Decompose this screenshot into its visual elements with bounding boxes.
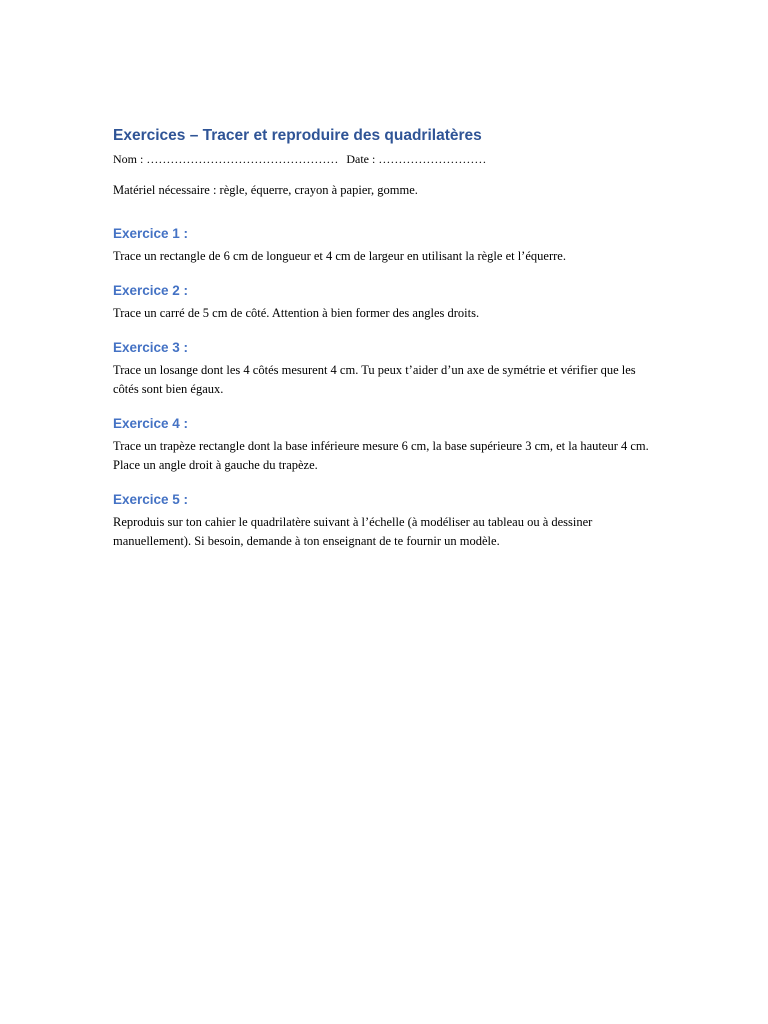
document-page	[113, 125, 658, 551]
materials-line: Matériel nécessaire : règle, équerre, crayon à papier, gomme.	[113, 183, 418, 197]
exercise-1	[113, 225, 658, 266]
exercise-3	[113, 339, 658, 399]
exercise-instructions: Reproduis sur ton cahier le quadrilatère suivant à l’échelle (à modéliser au tableau ou à dessiner manuellement). Si besoin, demande à ton enseignant de te fournir un modèle.	[113, 515, 593, 548]
date-field: Date : ………………………	[346, 152, 487, 166]
exercise-2	[113, 282, 658, 323]
exercise-heading: Exercice 2 :	[113, 283, 189, 298]
document-title: Exercices – Tracer et reproduire des quadrilatères	[113, 127, 482, 144]
exercise-5	[113, 491, 658, 551]
exercise-heading: Exercice 3 :	[113, 340, 189, 355]
exercise-instructions: Trace un trapèze rectangle dont la base inférieure mesure 6 cm, la base supérieure 3 cm, et la hauteur 4 cm. Place un angle droit à gauche du trapèze.	[113, 439, 649, 472]
student-info-line	[113, 151, 658, 167]
exercise-instructions: Trace un carré de 5 cm de côté. Attention à bien former des angles droits.	[113, 306, 480, 320]
exercise-instructions: Trace un rectangle de 6 cm de longueur et 4 cm de largeur en utilisant la règle et l’équerre.	[113, 249, 566, 263]
name-field: Nom : …………………………………………	[113, 152, 339, 166]
exercise-instructions: Trace un losange dont les 4 côtés mesurent 4 cm. Tu peux t’aider d’un axe de symétrie et vérifier que les côtés sont bien égaux.	[113, 363, 636, 396]
exercise-heading: Exercice 5 :	[113, 492, 189, 507]
exercise-heading: Exercice 4 :	[113, 416, 189, 431]
exercise-4	[113, 415, 658, 475]
exercise-heading: Exercice 1 :	[113, 226, 189, 241]
